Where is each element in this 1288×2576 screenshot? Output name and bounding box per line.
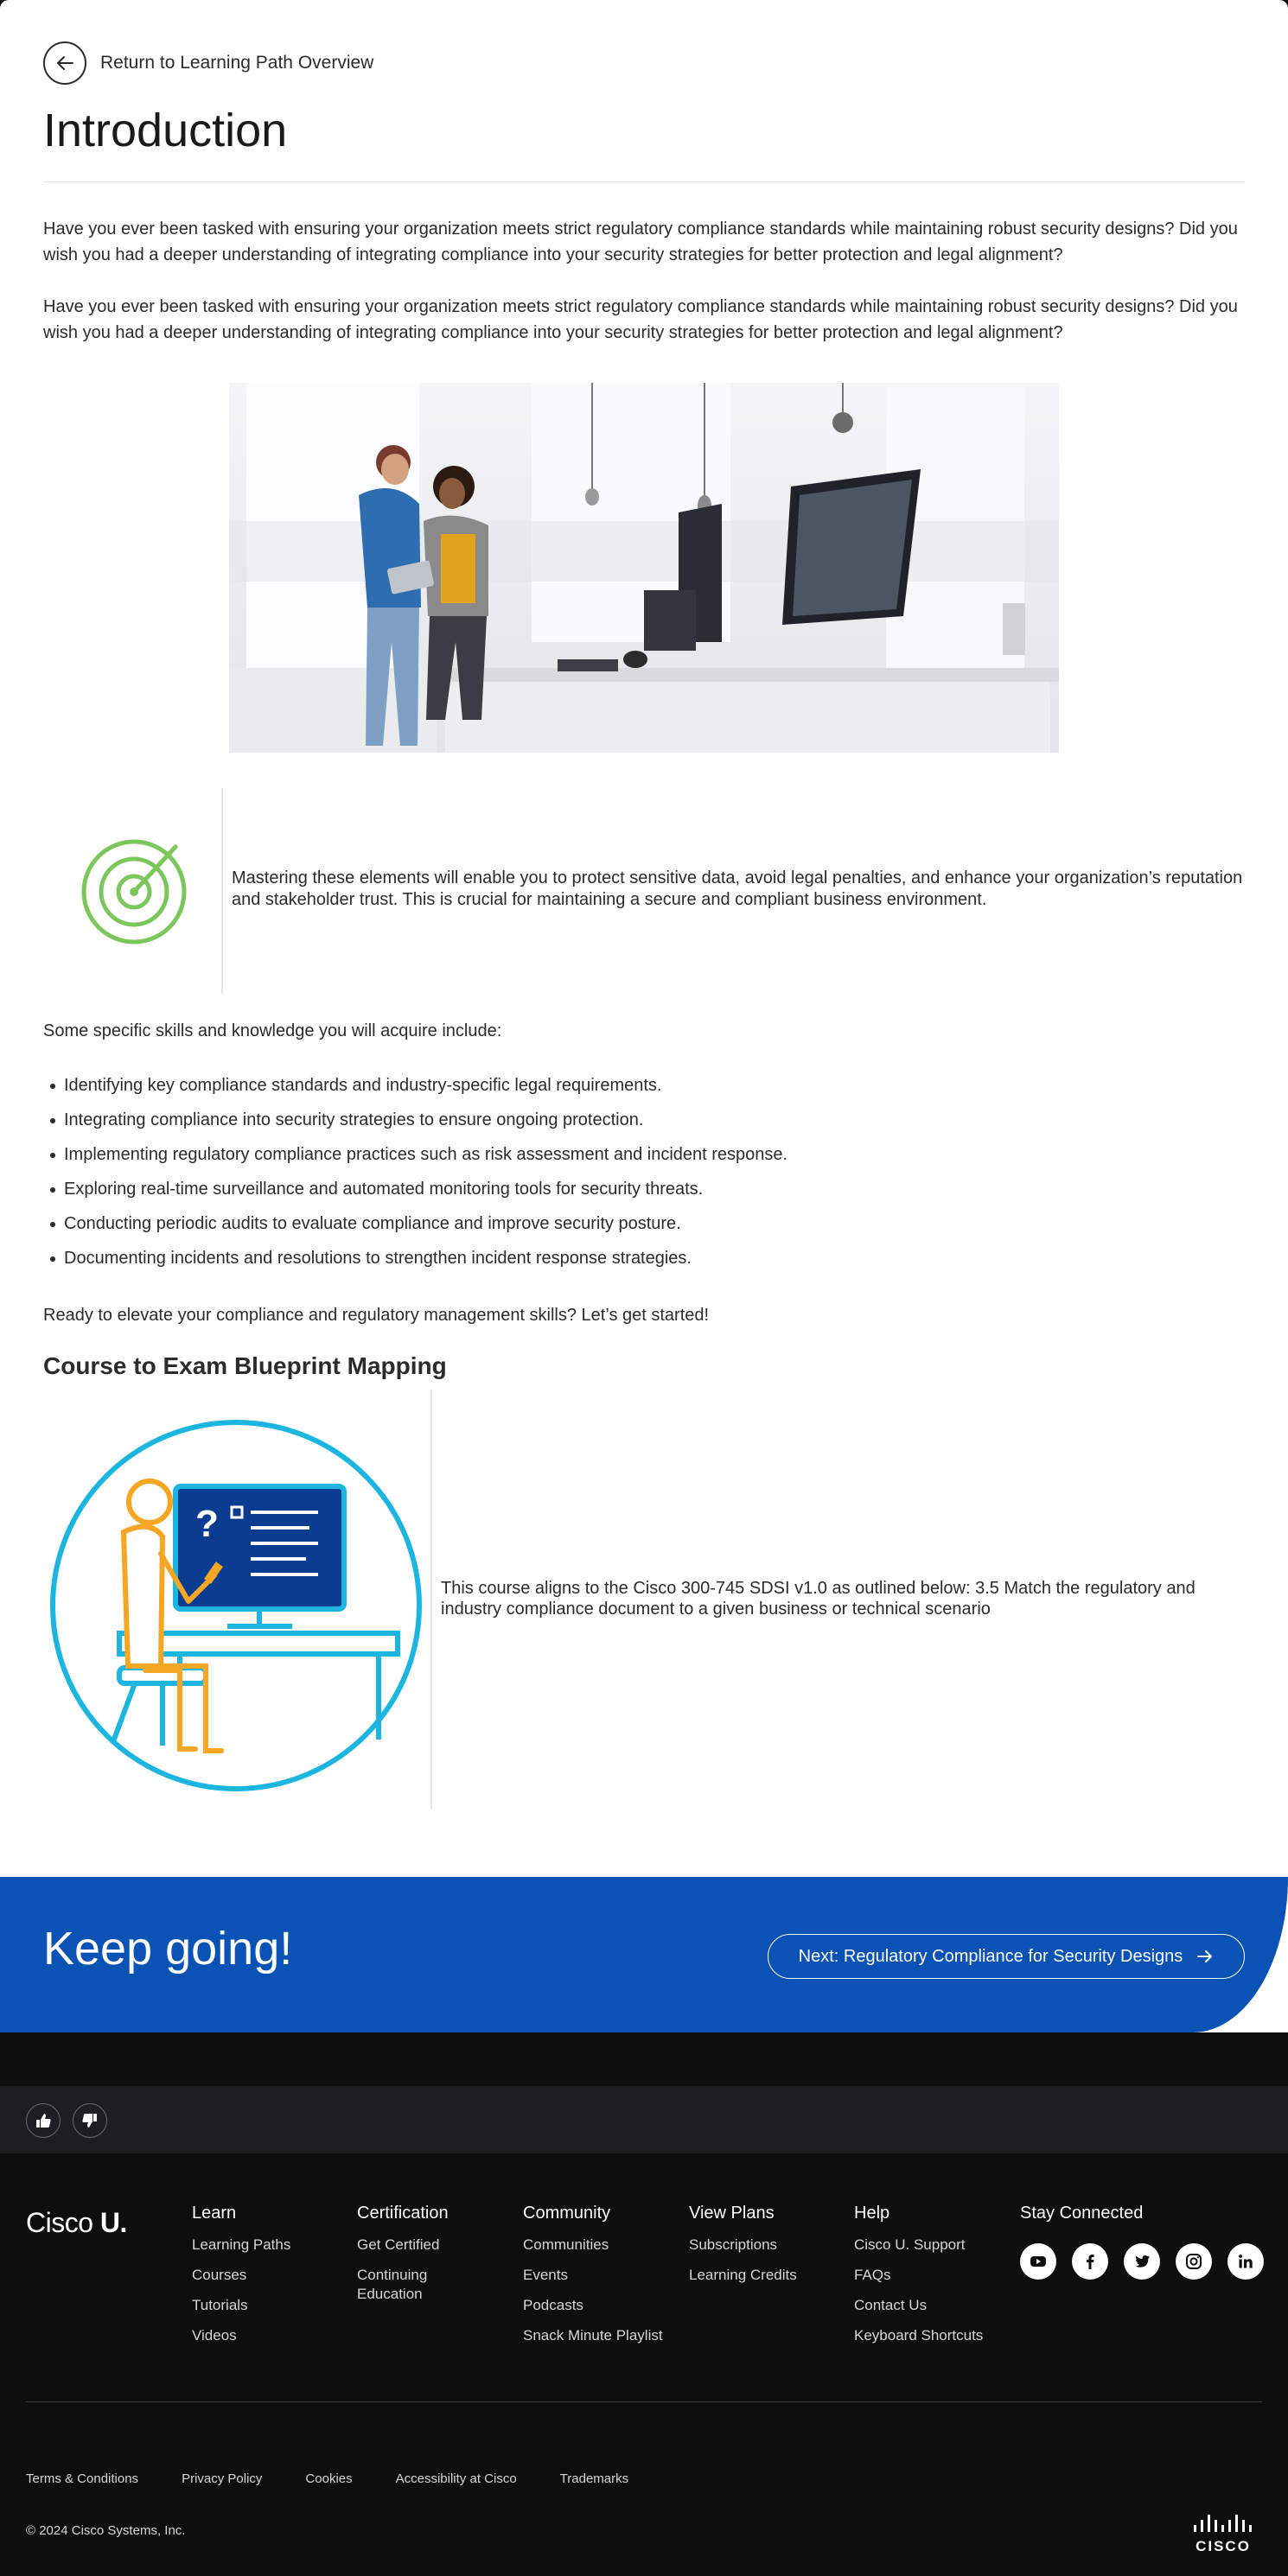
footer-link[interactable]: Get Certified: [357, 2236, 440, 2253]
thumbs-up-button[interactable]: [26, 2103, 61, 2138]
thumbs-down-button[interactable]: [73, 2103, 107, 2138]
footer-col-title: Help: [854, 2204, 890, 2223]
twitter-icon[interactable]: [1124, 2243, 1160, 2280]
list-item: Documenting incidents and resolutions to strengthen incident response strategies.: [64, 1241, 1188, 1275]
banner-heading: Keep going!: [43, 1923, 293, 1975]
footer-link[interactable]: Learning Paths: [192, 2236, 291, 2253]
list-item: Implementing regulatory compliance practices such as risk assessment and incident response.: [64, 1137, 1188, 1172]
arrow-right-icon: [1196, 1948, 1214, 1965]
mapping-divider: [430, 1390, 432, 1809]
footer-link[interactable]: Podcasts: [523, 2297, 583, 2313]
legal-link[interactable]: Terms & Conditions: [26, 2471, 139, 2486]
footer-col-title: View Plans: [689, 2204, 775, 2223]
footer-link[interactable]: Keyboard Shortcuts: [854, 2327, 984, 2344]
skills-list: [64, 1068, 1188, 1275]
linkedin-icon[interactable]: [1227, 2243, 1264, 2280]
footer-link[interactable]: Cisco U. Support: [854, 2236, 966, 2253]
footer-link[interactable]: Subscriptions: [689, 2236, 778, 2253]
svg-text:CISCO: CISCO: [1196, 2538, 1251, 2554]
back-link-label[interactable]: Return to Learning Path Overview: [100, 53, 374, 73]
footer-link[interactable]: Snack Minute Playlist: [523, 2327, 663, 2344]
footer-link[interactable]: Events: [523, 2267, 568, 2283]
footer-col-title: Learn: [192, 2204, 237, 2223]
list-item: Integrating compliance into security strategies to ensure ongoing protection.: [64, 1103, 1188, 1137]
social-links: [1020, 2243, 1264, 2280]
hero-image: [229, 383, 1059, 753]
site-footer: [0, 2153, 1288, 2576]
page-title: Introduction: [43, 105, 288, 156]
list-item: Conducting periodic audits to evaluate compliance and improve security posture.: [64, 1206, 1188, 1241]
learner-at-desk-illustration: [50, 1407, 422, 1804]
keep-going-banner: [0, 1877, 1288, 2032]
callout-text: Mastering these elements will enable you to protect sensitive data, avoid legal penalties, and enhance your organization’s reputation and stakeholder trust. This is crucial for maintaining a secure and compliant business environment.: [232, 868, 1243, 909]
legal-link[interactable]: Trademarks: [559, 2471, 629, 2486]
footer-link[interactable]: Contact Us: [854, 2297, 928, 2313]
mapping-heading: Course to Exam Blueprint Mapping: [43, 1352, 447, 1379]
skills-intro: Some specific skills and knowledge you will acquire include:: [43, 1021, 502, 1040]
thumbs-up-icon: [35, 2112, 52, 2129]
footer-col-title: Certification: [357, 2204, 449, 2223]
mapping-block: [43, 1390, 1253, 1809]
closing-text: Ready to elevate your compliance and regulatory management skills? Let’s get started!: [43, 1306, 710, 1325]
list-item: Exploring real-time surveillance and automated monitoring tools for security threats.: [64, 1172, 1188, 1206]
footer-col-certification: [357, 2204, 461, 2315]
copyright: © 2024 Cisco Systems, Inc.: [26, 2523, 186, 2538]
back-arrow-button[interactable]: [43, 41, 86, 85]
footer-divider: [26, 2401, 1262, 2402]
footer-col-help: [854, 2204, 983, 2357]
next-button-label: Next: Regulatory Compliance for Security Designs: [798, 1946, 1183, 1966]
footer-col-view-plans: [689, 2204, 797, 2296]
intro-paragraph-1: Have you ever been tasked with ensuring your organization meets strict regulatory compliance standards while maintaining robust security designs? Did you wish you had a deeper understanding of integrating compliance into your security strategies for better protection and legal alignment?: [43, 219, 1238, 264]
arrow-left-icon: [55, 54, 74, 73]
list-item: Identifying key compliance standards and industry-specific legal requirements.: [64, 1068, 1188, 1103]
footer-link[interactable]: Learning Credits: [689, 2267, 797, 2283]
footer-link[interactable]: Videos: [192, 2327, 237, 2344]
intro-paragraph-2: Have you ever been tasked with ensuring your organization meets strict regulatory compliance standards while maintaining robust security designs? Did you wish you had a deeper understanding of integrating compliance into your security strategies for better protection and legal alignment?: [43, 297, 1238, 342]
title-divider: [43, 181, 1245, 182]
footer-link[interactable]: Communities: [523, 2236, 609, 2253]
legal-link[interactable]: Privacy Policy: [182, 2471, 263, 2486]
footer-link[interactable]: Courses: [192, 2267, 247, 2283]
feedback-bar: [0, 2086, 1288, 2153]
footer-link[interactable]: Tutorials: [192, 2297, 248, 2313]
footer-link[interactable]: Continuing Education: [357, 2267, 428, 2302]
facebook-icon[interactable]: [1072, 2243, 1108, 2280]
youtube-icon[interactable]: [1020, 2243, 1056, 2280]
footer-col-stay-connected: [1020, 2204, 1143, 2236]
footer-col-title: Community: [523, 2204, 611, 2223]
target-icon: [73, 831, 194, 952]
instagram-icon[interactable]: [1176, 2243, 1212, 2280]
footer-link[interactable]: FAQs: [854, 2267, 891, 2283]
cisco-u-logo[interactable]: Cisco U.: [26, 2207, 127, 2238]
back-link[interactable]: [43, 41, 373, 85]
footer-col-learn: [192, 2204, 290, 2357]
cisco-logo-icon[interactable]: [1191, 2515, 1262, 2554]
thumbs-down-icon: [81, 2112, 99, 2129]
svg-text:?: ?: [195, 1503, 219, 1545]
mapping-text: This course aligns to the Cisco 300-745 SDSI v1.0 as outlined below: 3.5 Match the regulatory and industry compliance document to a given business or technical scenario: [441, 1579, 1196, 1619]
legal-links: [26, 2471, 672, 2486]
callout-block: [43, 788, 1253, 994]
callout-divider: [221, 788, 223, 994]
legal-link[interactable]: Accessibility at Cisco: [395, 2471, 517, 2486]
footer-col-title: Stay Connected: [1020, 2204, 1144, 2223]
next-course-button[interactable]: [768, 1934, 1245, 1979]
footer-col-community: [523, 2204, 663, 2357]
legal-link[interactable]: Cookies: [305, 2471, 353, 2486]
